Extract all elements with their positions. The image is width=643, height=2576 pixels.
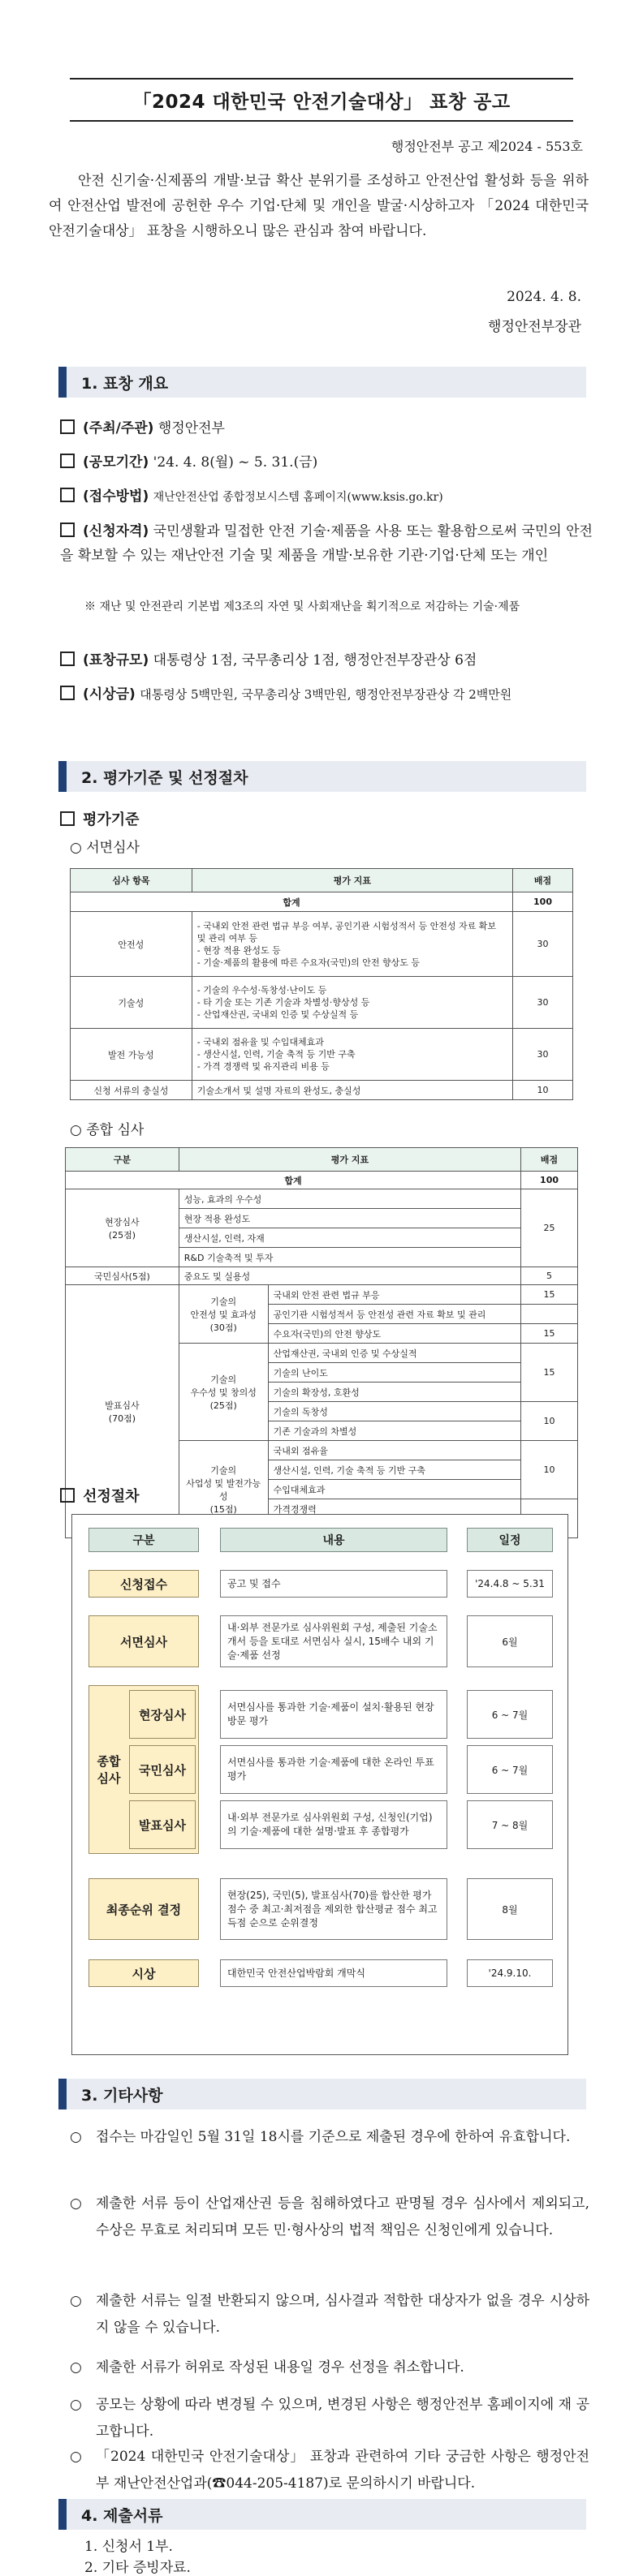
table-row <box>66 1267 578 1285</box>
score-cell <box>521 1305 578 1324</box>
prize-value: 대통령상 5백만원, 국무총리상 3백만원, 행정안전부장관상 각 2백만원 <box>140 687 512 702</box>
flow-step-schedule: 6월 <box>467 1615 553 1667</box>
indicator-cell: 기술의 확장성, 호환성 <box>268 1383 520 1402</box>
score-cell: 15 <box>521 1344 578 1402</box>
table-header: 평가 지표 <box>179 1148 520 1172</box>
field-label: 현장심사 (25점) <box>66 1189 179 1267</box>
flow-header: 내용 <box>220 1528 447 1552</box>
indicator-cell: 생산시설, 인력, 기술 축적 등 기반 구축 <box>268 1460 520 1480</box>
criteria-head-text: 평가기준 <box>83 811 140 828</box>
score-cell: 15 <box>521 1324 578 1344</box>
table-row <box>71 892 573 912</box>
checkbox-square-icon <box>60 523 75 537</box>
indicator-cell: 현장 적용 완성도 <box>179 1209 520 1228</box>
indicator-cell <box>192 977 512 1029</box>
indicator-cell: 기술의 독창성 <box>268 1402 520 1421</box>
flow-step-label: 최종순위 결정 <box>88 1878 199 1940</box>
misc-item <box>70 2191 589 2244</box>
indicator-cell: 중요도 및 실용성 <box>179 1267 520 1285</box>
table-row <box>71 977 573 1029</box>
section-header-criteria <box>58 761 586 792</box>
table-row <box>66 1189 578 1209</box>
indicator-cell: 국내외 점유율 <box>268 1441 520 1460</box>
flow-step-label: 서면심사 <box>88 1615 199 1667</box>
table-header: 배점 <box>521 1148 578 1172</box>
citizen-label: 국민심사(5점) <box>66 1267 179 1285</box>
checkbox-square-icon <box>60 811 75 826</box>
group-label: 기술의 사업성 및 발전가능성 (15점) <box>179 1441 268 1538</box>
indicator: - 국내외 점유율 및 수입대체효과 <box>196 1037 324 1047</box>
method-row <box>60 485 596 509</box>
section-bar <box>58 761 67 792</box>
indicator: - 기술·제품의 활용에 따른 수요자(국민)의 안전 향상도 등 <box>196 957 421 968</box>
checkbox-square-icon <box>60 488 75 502</box>
section-bar <box>58 2079 67 2109</box>
score-cell: 25 <box>521 1189 578 1267</box>
circle-bullet-icon: ○ <box>70 2195 82 2212</box>
score-cell: 30 <box>513 1029 573 1081</box>
intro-paragraph: 안전 신기술·신제품의 개발·보급 확산 분위기를 조성하고 안전산업 활성화 등을 위하여 안전산업 발전에 공헌한 우수 기업·단체 및 개인을 발굴·시상하고자 「2024 대한민국 안전기술대상」 표창을 시행하오니 많은 관심과 참여 바랍니다. <box>49 173 589 239</box>
method-value: 재난안전산업 종합정보시스템 홈페이지(www.ksis.go.kr) <box>153 491 443 504</box>
section-title: 2. 평가기준 및 선정절차 <box>81 768 248 787</box>
flow-step-schedule: 6 ~ 7월 <box>467 1690 553 1739</box>
indicator-cell: R&D 기술축적 및 투자 <box>179 1248 520 1267</box>
section-title: 1. 표창 개요 <box>81 374 169 393</box>
total-score: 100 <box>521 1172 578 1189</box>
host-row <box>60 417 596 440</box>
table-row <box>66 1172 578 1189</box>
indicator-cell <box>192 912 512 977</box>
indicator-cell: 기술의 난이도 <box>268 1363 520 1383</box>
procedure-subhead <box>60 1485 140 1506</box>
table-row <box>66 1285 578 1305</box>
scale-label: (표창규모) <box>83 652 149 669</box>
score-cell: 10 <box>521 1402 578 1441</box>
circle-bullet-icon: ○ <box>70 2293 82 2309</box>
table-header: 심사 항목 <box>71 869 192 892</box>
indicator: - 타 기술 또는 기존 기술과 차별성·향상성 등 <box>196 997 370 1008</box>
score-cell: 30 <box>513 977 573 1029</box>
flow-step-schedule: '24.4.8 ~ 5.31 <box>467 1570 553 1598</box>
comprehensive-table <box>65 1147 578 1538</box>
misc-item <box>70 2355 589 2381</box>
scale-value: 대통령상 1점, 국무총리상 1점, 행정안전부장관상 6점 <box>153 652 477 669</box>
circle-bullet-icon: ○ <box>70 2359 82 2376</box>
host-label: (주최/주관) <box>83 420 154 437</box>
flow-header: 구분 <box>88 1528 199 1552</box>
checkbox-square-icon <box>60 454 75 468</box>
indicator-cell: 국내외 안전 관련 법규 부응 <box>268 1285 520 1305</box>
period-label: (공모기간) <box>83 454 149 471</box>
flow-step-desc: 현장(25), 국민(5), 발표심사(70)를 합산한 평가점수 중 최고·최저점을 제외한 합산평균 점수 최고 득점 순으로 순위결정 <box>220 1878 447 1940</box>
page-title: 「2024 대한민국 안전기술대상」 표창 공고 <box>70 78 573 122</box>
flow-substep-label: 국민심사 <box>129 1745 196 1794</box>
prize-row <box>60 683 596 706</box>
item-cell: 안전성 <box>71 912 192 977</box>
misc-item <box>70 2124 589 2151</box>
flow-step-desc: 서면심사를 통과한 기술·제품이 설치·활용된 현장 방문 평가 <box>220 1690 447 1739</box>
flow-header: 일정 <box>467 1528 553 1552</box>
group-label: 기술의 안전성 및 효과성 (30점) <box>179 1285 268 1344</box>
item-cell: 기술성 <box>71 977 192 1029</box>
circle-bullet-icon: ○ <box>70 2397 82 2413</box>
prize-label: (시상금) <box>83 686 136 703</box>
flow-step-desc: 서면심사를 통과한 기술·제품에 대한 온라인 투표 평가 <box>220 1745 447 1794</box>
indicator-cell: 수입대체효과 <box>268 1480 520 1499</box>
table-header-row <box>66 1148 578 1172</box>
flow-substep-label: 발표심사 <box>129 1800 196 1849</box>
presentation-label: 발표심사 (70점) <box>66 1285 179 1538</box>
score-cell: 30 <box>513 912 573 977</box>
flow-step-schedule: '24.9.10. <box>467 1959 553 1987</box>
total-label: 합계 <box>71 892 513 912</box>
flow-step-schedule: 6 ~ 7월 <box>467 1745 553 1794</box>
section-header-documents <box>58 2499 586 2530</box>
indicator-cell: 생산시설, 인력, 자재 <box>179 1228 520 1248</box>
table-header: 배점 <box>513 869 573 892</box>
period-row <box>60 451 596 474</box>
indicator: - 국내외 안전 관련 법규 부응 여부, 공인기관 시험성적서 등 안전성 자료 확보 및 관리 여부 등 <box>196 920 496 944</box>
flow-step-desc: 대한민국 안전산업박람회 개막식 <box>220 1959 447 1987</box>
procedure-head-text: 선정절차 <box>83 1488 140 1505</box>
table-header: 구분 <box>66 1148 179 1172</box>
item-cell: 발전 가능성 <box>71 1029 192 1081</box>
doc-review-table <box>70 868 573 1100</box>
flow-step-desc: 내·외부 전문가로 심사위원회 구성, 제출된 기술소개서 등을 토대로 서면심사 실시, 15배수 내외 기술·제품 선정 <box>220 1615 447 1667</box>
indicator-cell: 기존 기술과의 차별성 <box>268 1421 520 1441</box>
total-label: 합계 <box>66 1172 521 1189</box>
flow-group-label: 종합 심사 <box>97 1754 121 1786</box>
item-cell: 신청 서류의 충실성 <box>71 1081 192 1100</box>
checkbox-square-icon <box>60 652 75 666</box>
criteria-subhead <box>60 808 140 829</box>
indicator-cell: 성능, 효과의 우수성 <box>179 1189 520 1209</box>
host-value: 행정안전부 <box>158 420 225 437</box>
qualification-row <box>60 519 596 568</box>
table-header: 평가 지표 <box>192 869 512 892</box>
indicator: - 생산시설, 인력, 기술 축적 등 기반 구축 <box>196 1049 356 1060</box>
section-bar <box>58 2499 67 2530</box>
checkbox-square-icon <box>60 686 75 700</box>
indicator-cell: 산업재산권, 국내외 인증 및 수상실적 <box>268 1344 520 1363</box>
qualification-value: 국민생활과 밀접한 안전 기술·제품을 사용 또는 활용함으로써 국민의 안전을 확보할 수 있는 재난안전 기술 및 제품을 개발·보유한 기관·기업·단체 또는 개인 <box>60 523 593 564</box>
flow-step-desc: 내·외부 전문가로 심사위원회 구성, 신청인(기업)의 기술·제품에 대한 설명·발표 후 종합평가 <box>220 1800 447 1849</box>
indicator: - 현장 적용 완성도 등 <box>196 944 281 956</box>
issue-date: 2024. 4. 8. <box>507 289 581 305</box>
table-header-row <box>71 869 573 892</box>
indicator-cell: 기술소개서 및 설명 자료의 완성도, 충실성 <box>192 1081 512 1100</box>
doc-review-label: ○ 서면심사 <box>70 840 140 856</box>
circle-bullet-icon: ○ <box>70 2449 82 2465</box>
table-row <box>71 1029 573 1081</box>
circle-bullet-icon: ○ <box>70 2129 82 2145</box>
flow-step-schedule: 7 ~ 8월 <box>467 1800 553 1849</box>
issuer: 행정안전부장관 <box>488 319 581 335</box>
indicator: - 산업재산권, 국내외 인증 및 수상실적 등 <box>196 1009 359 1020</box>
misc-item <box>70 2392 589 2445</box>
notice-number: 행정안전부 공고 제2024 - 553호 <box>391 139 583 154</box>
misc-item-text: 제출한 서류 등이 산업재산권 등을 침해하였다고 판명될 경우 심사에서 제외되고, 수상은 무효로 처리되며 모든 민·형사상의 법적 책임은 신청인에게 있습니다. <box>96 2195 589 2238</box>
table-row <box>71 1081 573 1100</box>
flow-step-schedule: 8월 <box>467 1878 553 1940</box>
section-title: 4. 제출서류 <box>81 2506 163 2525</box>
section-title: 3. 기타사항 <box>81 2086 163 2105</box>
qualification-note: ※ 재난 및 안전관리 기본법 제3조의 자연 및 사회재난을 획기적으로 저감하는 기술·제품 <box>84 600 520 613</box>
indicator: - 가격 경쟁력 및 유지관리 비용 등 <box>196 1061 330 1072</box>
flow-substep-label: 현장심사 <box>129 1690 196 1739</box>
table-row <box>71 912 573 977</box>
period-value: '24. 4. 8(월) ~ 5. 31.(금) <box>153 454 318 471</box>
section-bar <box>58 367 67 398</box>
checkbox-square-icon <box>60 1488 75 1503</box>
indicator: - 기술의 우수성·독창성·난이도 등 <box>196 985 327 996</box>
misc-item <box>70 2444 589 2497</box>
indicator-cell <box>192 1029 512 1081</box>
method-label: (접수방법) <box>83 488 149 505</box>
misc-item-text: 「2024 대한민국 안전기술대상」 표창과 관련하여 기타 궁금한 사항은 행정안전부 재난안전산업과(☎044-205-4187)로 문의하시기 바랍니다. <box>96 2449 589 2492</box>
flow-step-desc: 공고 및 접수 <box>220 1570 447 1598</box>
comprehensive-label: ○ 종합 심사 <box>70 1122 145 1138</box>
misc-item-text: 제출한 서류는 일절 반환되지 않으며, 심사결과 적합한 대상자가 없을 경우 시상하지 않을 수 있습니다. <box>96 2293 589 2336</box>
score-cell: 5 <box>521 1267 578 1285</box>
misc-item <box>70 2288 589 2342</box>
score-cell: 10 <box>513 1081 573 1100</box>
flow-step-label: 시상 <box>88 1959 199 1987</box>
indicator-cell: 수요자(국민)의 안전 향상도 <box>268 1324 520 1344</box>
score-cell: 10 <box>521 1441 578 1499</box>
score-cell: 15 <box>521 1285 578 1305</box>
indicator-cell: 공인기관 시험성적서 등 안전성 관련 자료 확보 및 관리 <box>268 1305 520 1324</box>
total-score: 100 <box>513 892 573 912</box>
procedure-flow <box>71 1514 568 2055</box>
document-item: 1. 신청서 1부. <box>84 2539 173 2555</box>
section-header-misc <box>58 2079 586 2109</box>
document-item: 2. 기타 증빙자료. <box>84 2560 191 2576</box>
indicator-cell: 가격경쟁력 <box>268 1499 520 1519</box>
misc-item-text: 공모는 상황에 따라 변경될 수 있으며, 변경된 사항은 행정안전부 홈페이지에 재 공고합니다. <box>96 2397 589 2440</box>
group-label: 기술의 우수성 및 창의성 (25점) <box>179 1344 268 1441</box>
section-header-overview <box>58 367 586 398</box>
misc-item-text: 접수는 마감일인 5월 31일 18시를 기준으로 제출된 경우에 한하여 유효합니다. <box>96 2129 571 2145</box>
misc-item-text: 제출한 서류가 허위로 작성된 내용일 경우 선정을 취소합니다. <box>96 2359 464 2376</box>
scale-row <box>60 649 596 672</box>
qualification-label: (신청자격) <box>83 523 149 540</box>
flow-step-label: 신청접수 <box>88 1570 199 1598</box>
checkbox-square-icon <box>60 419 75 434</box>
